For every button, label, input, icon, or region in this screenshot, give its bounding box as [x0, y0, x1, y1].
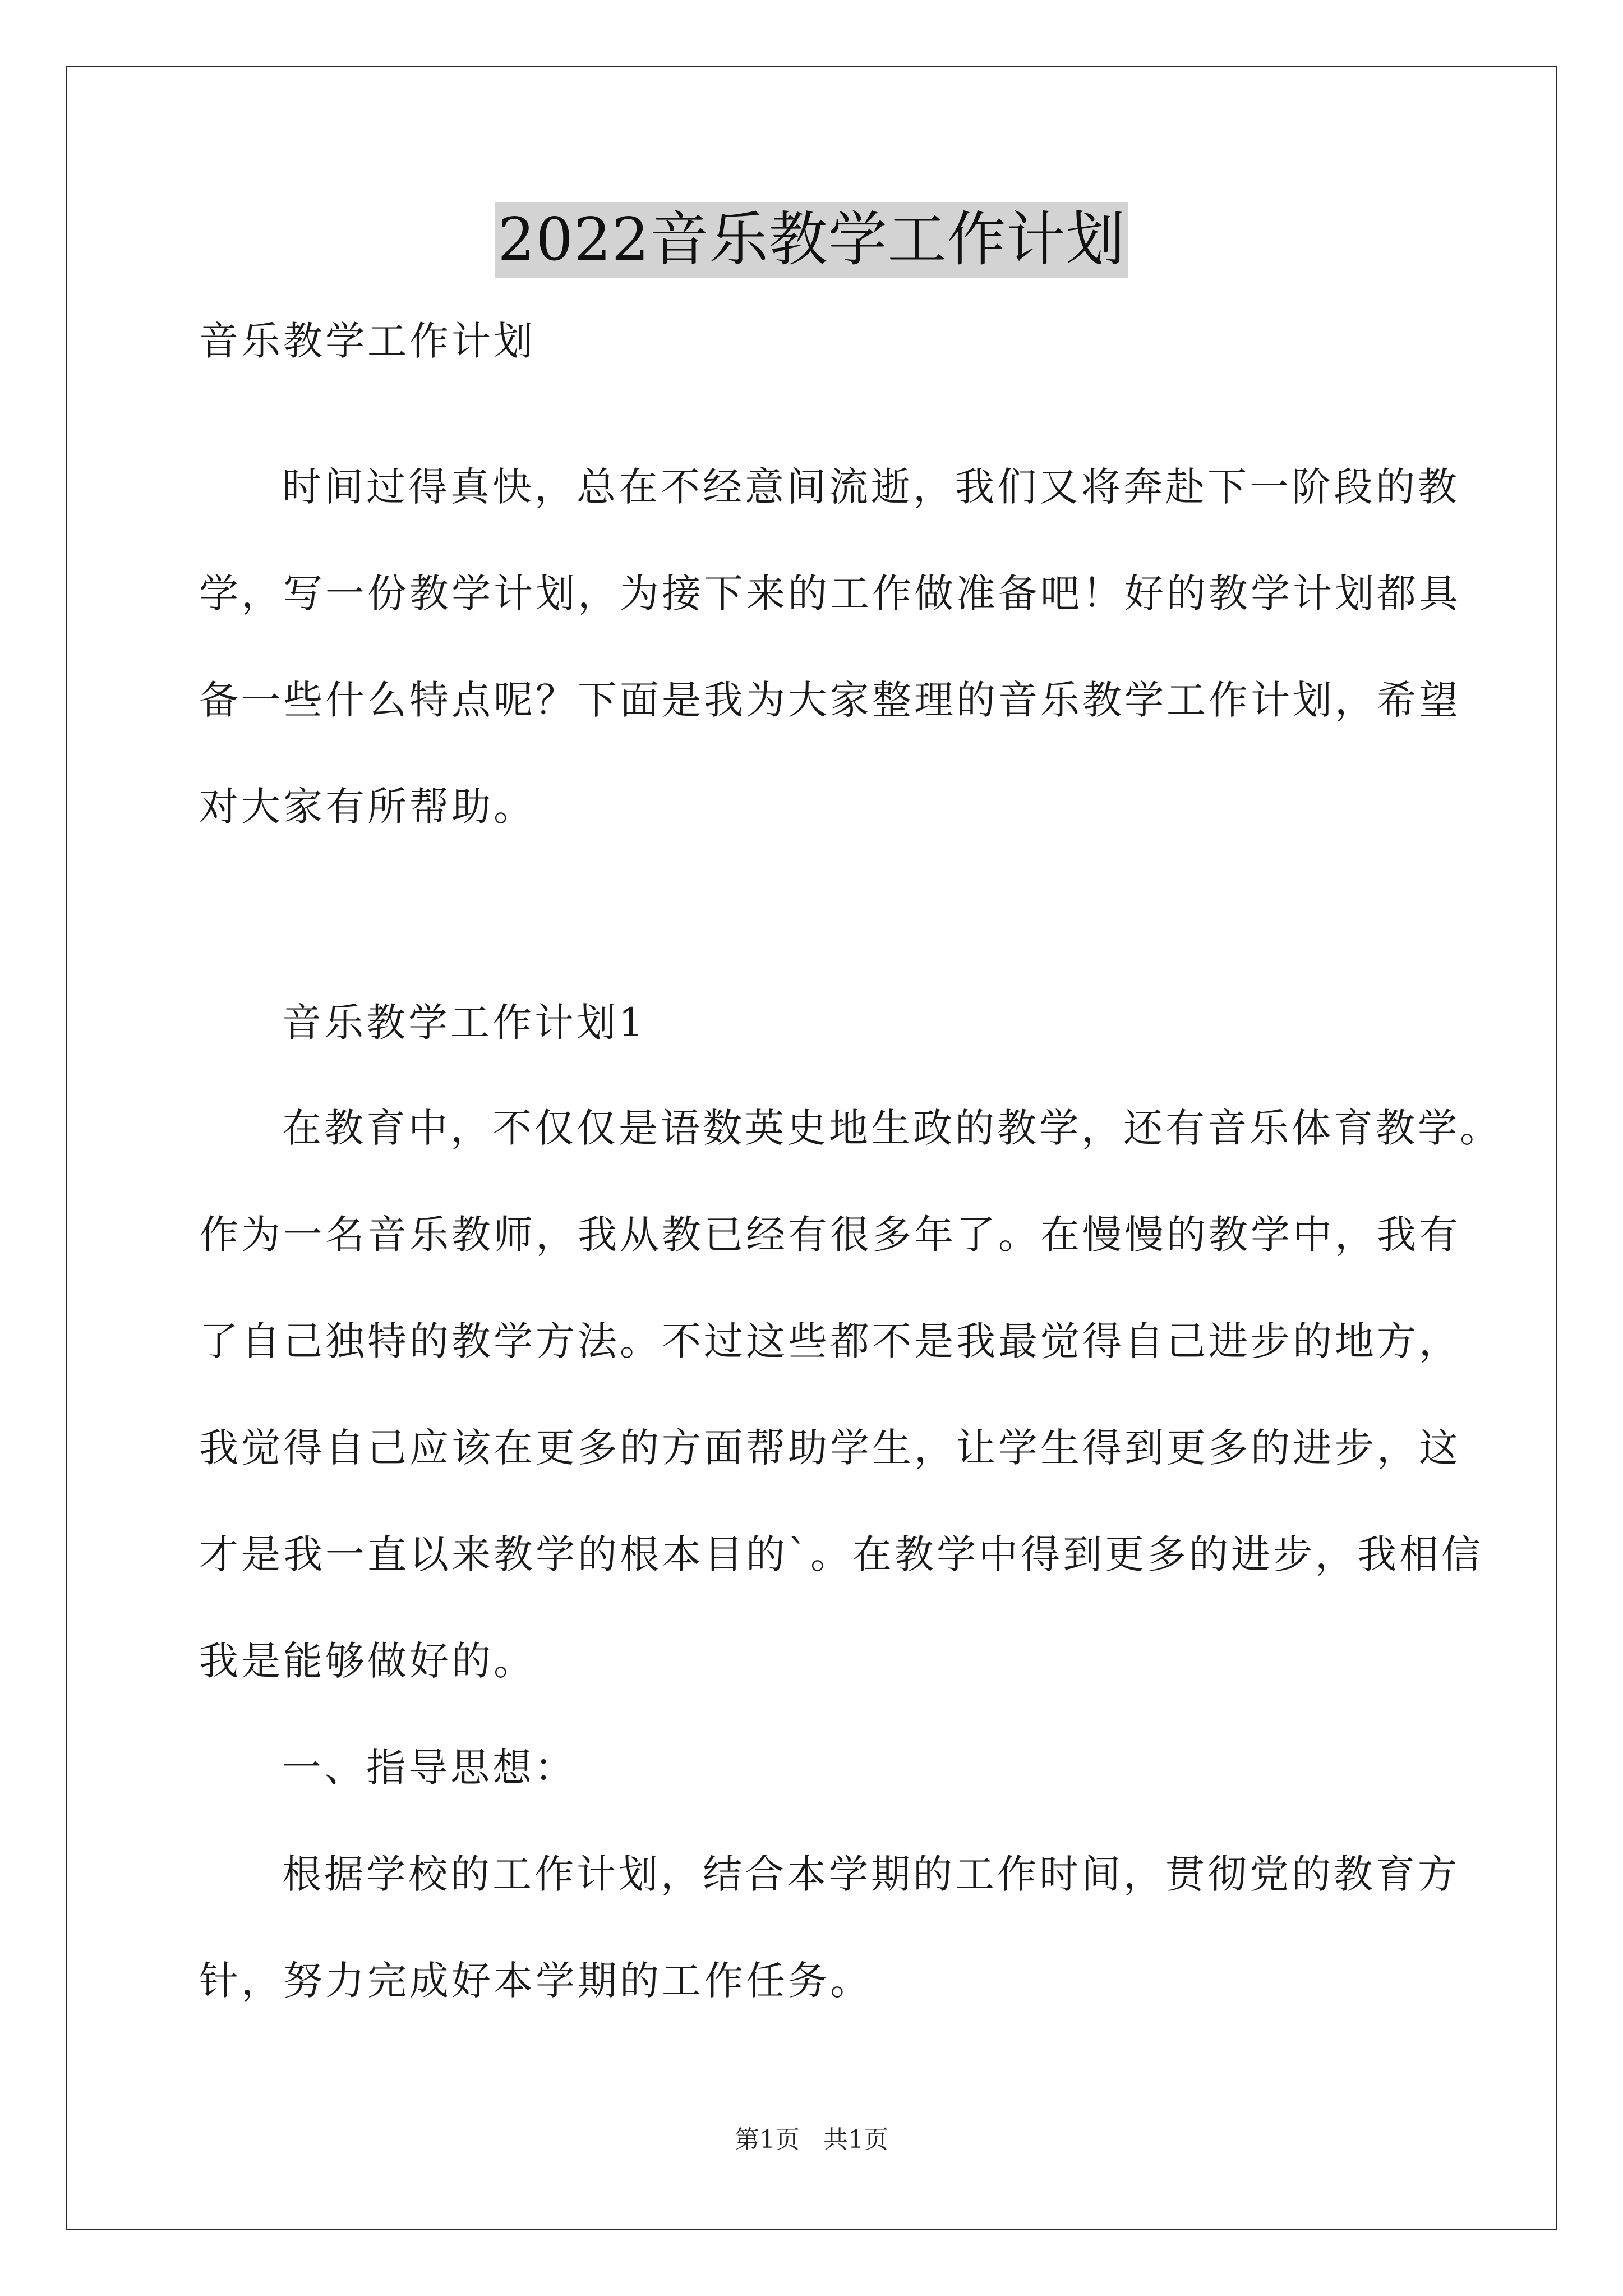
intro-line-3: 备一些什么特点呢？下面是我为大家整理的音乐教学工作计划，希望: [199, 677, 1461, 723]
guiding-heading: 一、指导思想：: [282, 1745, 577, 1791]
section-line-5: 才是我一直以来教学的根本目的`。在教学中得到更多的进步，我相信: [199, 1531, 1483, 1577]
intro-line-2: 学，写一份教学计划，为接下来的工作做准备吧！好的教学计划都具: [199, 570, 1461, 616]
intro-line-1: 时间过得真快，总在不经意间流逝，我们又将奔赴下一阶段的教: [282, 464, 1460, 510]
document-title: 2022音乐教学工作计划: [495, 202, 1127, 278]
section-line-1: 在教育中，不仅仅是语数英史地生政的教学，还有音乐体育教学。: [282, 1105, 1502, 1151]
section-line-3: 了自己独特的教学方法。不过这些都不是我最觉得自己进步的地方，: [199, 1318, 1461, 1364]
subtitle: 音乐教学工作计划: [199, 318, 536, 364]
section-line-4: 我觉得自己应该在更多的方面帮助学生，让学生得到更多的进步，这: [199, 1425, 1461, 1471]
title-container: [0, 202, 1623, 278]
intro-line-4: 对大家有所帮助。: [199, 784, 536, 830]
guiding-line-2: 针，努力完成好本学期的工作任务。: [199, 1958, 872, 2004]
page-number-footer: 第1页 共1页: [735, 2125, 888, 2154]
section-line-2: 作为一名音乐教师，我从教已经有很多年了。在慢慢的教学中，我有: [199, 1212, 1461, 1258]
section-heading: 音乐教学工作计划1: [282, 1000, 647, 1046]
guiding-line-1: 根据学校的工作计划，结合本学期的工作时间，贯彻党的教育方: [282, 1851, 1460, 1897]
section-line-6: 我是能够做好的。: [199, 1638, 536, 1684]
